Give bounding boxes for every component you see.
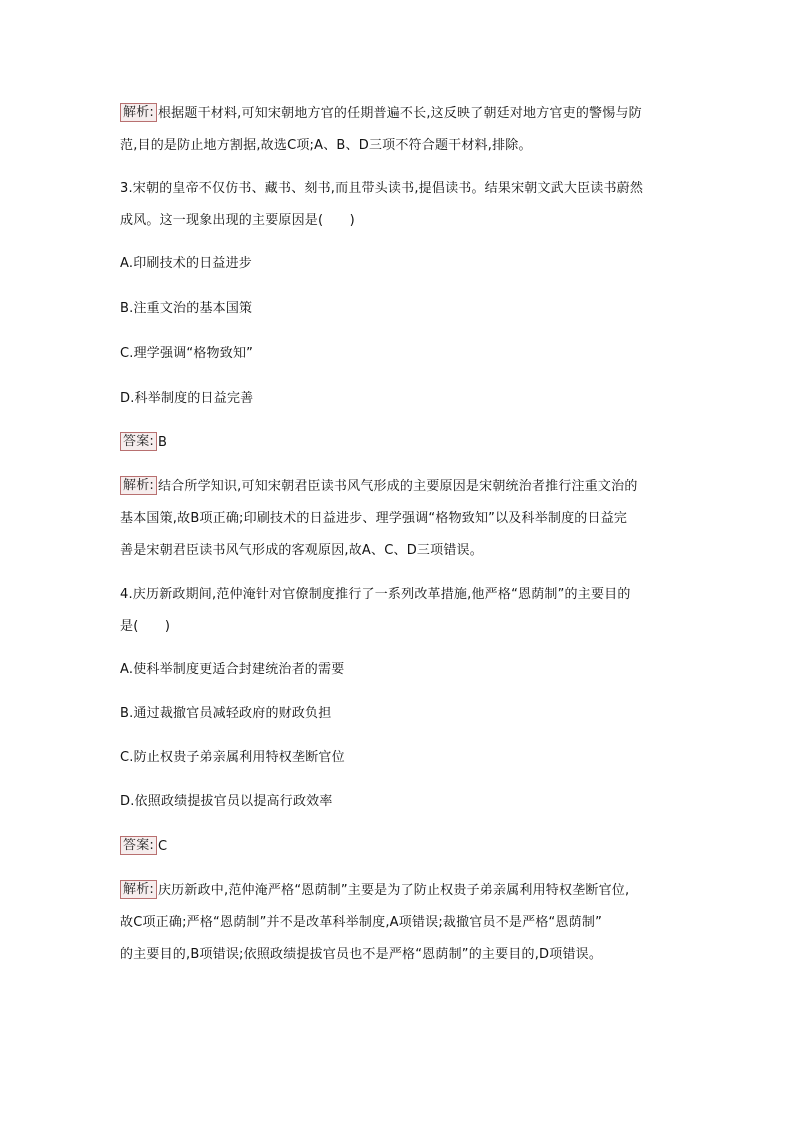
q3-option-a: A.印刷技术的日益进步 (120, 256, 252, 271)
q3-stem-line-2: 成风。这一现象出现的主要原因是( ) (120, 213, 355, 228)
q4-analysis (120, 875, 680, 971)
q3-stem-line-1: 3.宋朝的皇帝不仅仿书、藏书、刻书,而且带头读书,提倡读书。结果宋朝文武大臣读书蔚然 (120, 181, 644, 196)
analysis-label: 解析: (120, 476, 157, 495)
q3-analysis-line-1: 解析: 结合所学知识,可知宋朝君臣读书风气形成的主要原因是宋朝统治者推行注重文治的 (120, 471, 680, 503)
answer-label: 答案: (120, 836, 157, 855)
analysis-label: 解析: (120, 103, 157, 122)
q3-analysis-line-3: 善是宋朝君臣读书风气形成的客观原因,故A、C、D三项错误。 (120, 543, 483, 558)
q2-analysis (120, 98, 680, 162)
q4-analysis-line-3: 的主要目的,B项错误;依照政绩提拔官员也不是严格“恩荫制”的主要目的,D项错误。 (120, 947, 603, 962)
q4-stem-line-1: 4.庆历新政期间,范仲淹针对官僚制度推行了一系列改革措施,他严格“恩荫制”的主要目的 (120, 587, 631, 602)
q2-analysis-line-1: 解析: 根据题干材料,可知宋朝地方官的任期普遍不长,这反映了朝廷对地方官吏的警惕与防 (120, 98, 680, 130)
q4-stem-line-2: 是( ) (120, 619, 171, 634)
q3-option-d: D.科举制度的日益完善 (120, 391, 254, 406)
q3-answer-value: B (157, 435, 168, 450)
q4-option-a: A.使科举制度更适合封建统治者的需要 (120, 662, 345, 677)
q4-stem (120, 579, 680, 643)
q4-option-b: B.通过裁撤官员减轻政府的财政负担 (120, 706, 332, 721)
q2-analysis-line-2: 范,目的是防止地方割据,故选C项;A、B、D三项不符合题干材料,排除。 (120, 138, 532, 153)
answer-label: 答案: (120, 432, 157, 451)
analysis-label: 解析: (120, 880, 157, 899)
q3-analysis-line-2: 基本国策,故B项正确;印刷技术的日益进步、理学强调“格物致知”以及科举制度的日益完 (120, 511, 628, 526)
q3-option-b: B.注重文治的基本国策 (120, 301, 253, 316)
q4-answer (120, 831, 680, 863)
q3-option-c: C.理学强调“格物致知” (120, 346, 254, 361)
q3-analysis (120, 471, 680, 567)
q3-stem (120, 173, 680, 237)
q4-answer-value: C (157, 839, 168, 854)
q4-analysis-line-2: 故C项正确;严格“恩荫制”并不是改革科举制度,A项错误;裁撤官员不是严格“恩荫制” (120, 915, 603, 930)
q4-option-d: D.依照政绩提拔官员以提高行政效率 (120, 794, 333, 809)
q4-option-c: C.防止权贵子弟亲属利用特权垄断官位 (120, 750, 345, 765)
q3-answer (120, 427, 680, 459)
q4-analysis-line-1: 解析: 庆历新政中,范仲淹严格“恩荫制”主要是为了防止权贵子弟亲属利用特权垄断官位, (120, 875, 680, 907)
